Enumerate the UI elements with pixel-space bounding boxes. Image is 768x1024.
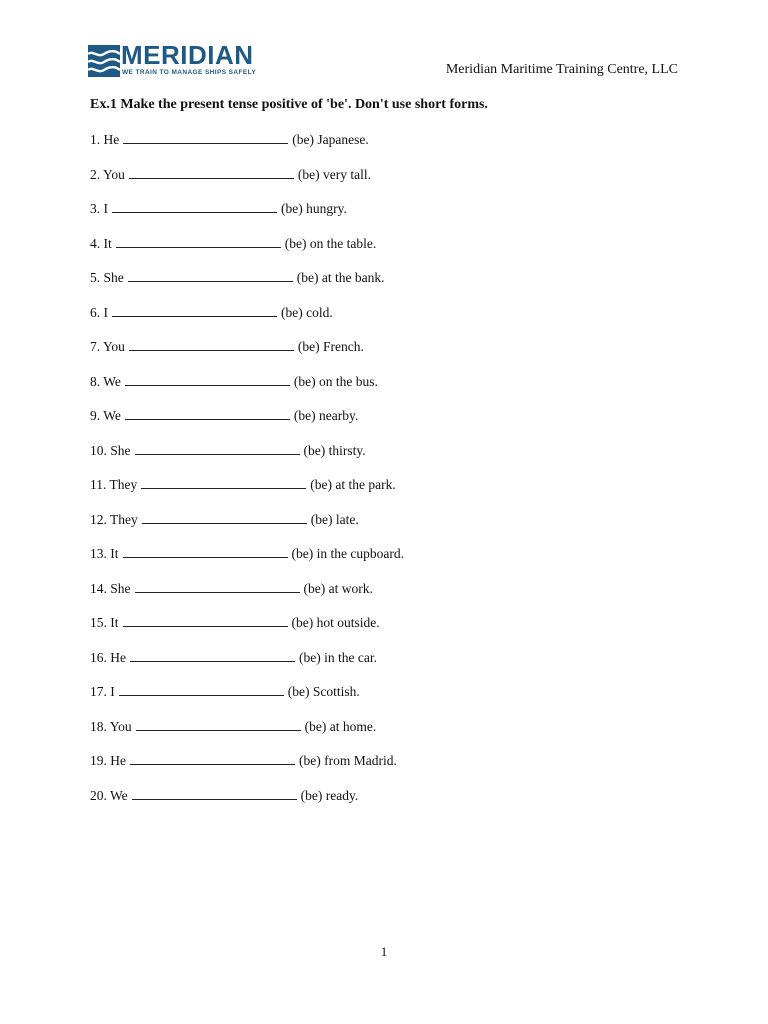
item-subject: We <box>110 787 128 803</box>
item-number: 7. <box>90 339 101 354</box>
item-rest: in the cupboard. <box>316 546 404 561</box>
exercise-item <box>90 235 404 270</box>
answer-blank[interactable] <box>129 338 294 351</box>
item-rest: very tall. <box>323 166 371 182</box>
exercise-item <box>90 338 404 373</box>
item-subject: We <box>103 373 121 389</box>
exercise-item <box>90 580 404 615</box>
item-rest: hot outside. <box>316 615 380 630</box>
exercise-item <box>90 787 404 822</box>
answer-blank[interactable] <box>112 304 277 317</box>
exercise-item <box>90 649 404 684</box>
item-subject: They <box>109 477 138 492</box>
item-verb: (be) <box>299 753 321 768</box>
answer-blank[interactable] <box>116 235 281 248</box>
item-subject: We <box>103 408 121 423</box>
item-rest: cold. <box>306 304 333 320</box>
item-number: 2. <box>90 166 101 182</box>
answer-blank[interactable] <box>125 407 290 420</box>
answer-blank[interactable] <box>123 131 288 144</box>
exercise-item <box>90 131 404 166</box>
item-verb: (be) <box>287 684 310 699</box>
exercise-item <box>90 269 404 304</box>
exercise-title: Ex.1 Make the present tense positive of 'be'. Don't use short forms. <box>90 97 488 112</box>
exercise-item <box>90 752 404 787</box>
item-rest: at the bank. <box>321 270 385 285</box>
item-subject: I <box>110 684 115 699</box>
item-subject: He <box>110 753 126 768</box>
item-verb: (be) <box>281 201 303 216</box>
item-rest: hungry. <box>306 201 347 216</box>
item-verb: (be) <box>291 615 314 630</box>
answer-blank[interactable] <box>128 269 293 282</box>
waves-logo-icon <box>88 45 120 77</box>
exercise-item <box>90 304 404 339</box>
item-verb: (be) <box>297 339 320 354</box>
item-verb: (be) <box>297 166 320 182</box>
exercise-item <box>90 442 404 477</box>
answer-blank[interactable] <box>130 649 295 662</box>
item-verb: (be) <box>281 304 303 320</box>
answer-blank[interactable] <box>123 614 288 627</box>
item-verb: (be) <box>310 511 333 527</box>
item-rest: Japanese. <box>317 132 369 147</box>
item-subject: They <box>110 511 138 527</box>
answer-blank[interactable] <box>135 580 300 593</box>
organization-name: Meridian Maritime Training Centre, LLC <box>445 62 678 77</box>
answer-blank[interactable] <box>142 511 307 524</box>
answer-blank[interactable] <box>130 752 295 765</box>
item-number: 13. <box>90 546 107 561</box>
answer-blank[interactable] <box>129 166 294 179</box>
exercise-item <box>90 200 404 235</box>
item-subject: He <box>110 649 126 665</box>
item-subject: She <box>110 580 131 596</box>
item-subject: You <box>109 718 132 734</box>
item-number: 9. <box>90 408 101 423</box>
item-number: 12. <box>90 511 107 527</box>
exercise-item <box>90 476 404 511</box>
item-number: 17. <box>90 684 107 699</box>
item-number: 11. <box>90 477 107 492</box>
item-number: 20. <box>90 787 107 803</box>
item-rest: thirsty. <box>328 442 366 458</box>
item-verb: (be) <box>291 546 314 561</box>
item-number: 6. <box>90 304 101 320</box>
exercise-item <box>90 614 404 649</box>
item-verb: (be) <box>303 442 326 458</box>
answer-blank[interactable] <box>132 787 297 800</box>
item-rest: Scottish. <box>312 684 360 699</box>
item-rest: nearby. <box>319 408 359 423</box>
item-number: 3. <box>90 201 101 216</box>
item-rest: late. <box>335 511 359 527</box>
item-subject: It <box>103 235 112 251</box>
item-subject: He <box>103 132 120 147</box>
item-number: 19. <box>90 753 107 768</box>
exercise-item <box>90 373 404 408</box>
item-subject: She <box>103 270 124 285</box>
item-verb: (be) <box>310 477 332 492</box>
item-verb: (be) <box>299 649 321 665</box>
answer-blank[interactable] <box>112 200 277 213</box>
logo-wordmark: MERIDIAN <box>121 40 254 70</box>
item-subject: I <box>103 304 108 320</box>
item-rest: ready. <box>325 787 359 803</box>
answer-blank[interactable] <box>135 442 300 455</box>
item-subject: You <box>103 166 125 182</box>
item-number: 10. <box>90 442 107 458</box>
item-number: 16. <box>90 649 107 665</box>
item-rest: at work. <box>328 580 373 596</box>
item-verb: (be) <box>296 270 319 285</box>
item-verb: (be) <box>293 373 316 389</box>
answer-blank[interactable] <box>136 718 301 731</box>
item-number: 5. <box>90 270 101 285</box>
logo-tagline: WE TRAIN TO MANAGE SHIPS SAFELY <box>122 69 257 76</box>
item-rest: from Madrid. <box>324 753 397 768</box>
item-number: 8. <box>90 373 101 389</box>
answer-blank[interactable] <box>123 545 288 558</box>
item-rest: on the table. <box>309 235 377 251</box>
answer-blank[interactable] <box>141 476 306 489</box>
item-rest: at home. <box>329 718 377 734</box>
exercise-item <box>90 407 404 442</box>
item-subject: She <box>110 442 131 458</box>
answer-blank[interactable] <box>119 683 284 696</box>
item-number: 15. <box>90 615 107 630</box>
answer-blank[interactable] <box>125 373 290 386</box>
item-number: 1. <box>90 132 101 147</box>
exercise-item <box>90 166 404 201</box>
item-verb: (be) <box>284 235 307 251</box>
item-rest: French. <box>323 339 364 354</box>
item-number: 18. <box>90 718 107 734</box>
exercise-item <box>90 511 404 546</box>
item-verb: (be) <box>304 718 327 734</box>
exercise-item <box>90 545 404 580</box>
item-rest: at the park. <box>335 477 396 492</box>
item-verb: (be) <box>292 132 314 147</box>
item-subject: You <box>103 339 125 354</box>
meridian-logo <box>88 40 257 79</box>
item-verb: (be) <box>300 787 323 803</box>
item-rest: on the bus. <box>319 373 378 389</box>
item-subject: It <box>110 546 119 561</box>
item-number: 14. <box>90 580 107 596</box>
item-verb: (be) <box>293 408 316 423</box>
item-verb: (be) <box>303 580 326 596</box>
exercise-item <box>90 683 404 718</box>
item-subject: I <box>103 201 108 216</box>
item-subject: It <box>110 615 119 630</box>
page-number: 1 <box>380 944 388 959</box>
exercise-item <box>90 718 404 753</box>
exercise-list <box>90 131 404 821</box>
item-number: 4. <box>90 235 101 251</box>
item-rest: in the car. <box>324 649 377 665</box>
